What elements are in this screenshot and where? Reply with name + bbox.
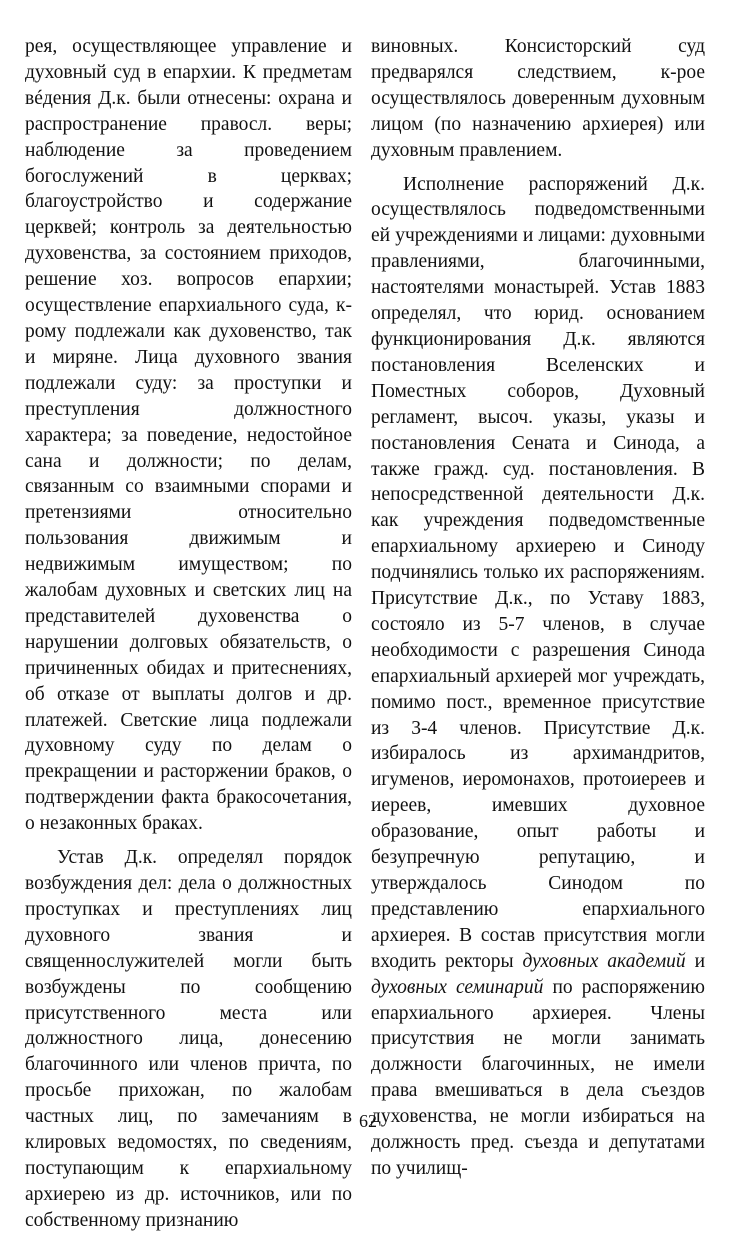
right-paragraph-2-end: по распоряжению епархиального архиерея. Члены присутствия не могли занимать должности благочинных, не имели права вмешиваться в дела съездов духовенства, не могли избираться на должность пред. съезда и депутатами по училищ- bbox=[371, 976, 705, 1179]
left-column bbox=[25, 34, 352, 1234]
right-column bbox=[371, 34, 705, 1182]
right-paragraph-1: виновных. Консисторский суд предварялся следствием, к-рое осуществлялось доверенным духовным лицом (по назначению архиерея) или духовным правлением. bbox=[371, 36, 705, 161]
page-number: 62 bbox=[359, 1111, 377, 1131]
italic-term-seminaries: духовных семинарий bbox=[371, 976, 544, 998]
left-paragraph-1: рея, осуществляющее управление и духовный суд в епархии. К предметам вéдения Д.к. были отнесены: охрана и распространение правосл. веры; наблюдение за проведением богослужений в церквах; благоустройство и содержание церквей; контроль за деятельностью духовенства, за состоянием приходов, решение хоз. вопросов епархии; осуществление епархиального суда, к-рому подлежали как духовенство, так и миряне. Лица духовного звания подлежали суду: за проступки и преступления должностного характера; за поведение, недостойное сана и должности; по делам, связанным со взаимными спорами и претензиями относительно пользования движимым и недвижимым имуществом; по жалобам духовных и светских лиц на представителей духовенства о нарушении долговых обязательств, о причиненных обидах и притеснениях, об отказе от выплаты долгов и др. платежей. Светские лица подлежали духовному суду по делам о прекращении и расторжении браков, о подтверждении факта бракосочетания, о незаконных браках. bbox=[25, 36, 352, 835]
right-paragraph-2-text: Исполнение распоряжений Д.к. осуществлялось подведомственными ей учреждениями и лицами: духовными правлениями, благочинными, настоятелями монастырей. Устав 1883 определял, что юрид. основанием функционирования Д.к. являются постановления Вселенских и Поместных соборов, Духовный регламент, высоч. указы, указы и постановления Сената и Синода, а также гражд. суд. постановления. В непосредственной деятельности Д.к. как учреждения подведомственные епархиальному архиерею и Синоду подчинялись только их распоряжениям. Присутствие Д.к., по Уставу 1883, состояло из 5-7 членов, в случае необходимости с разрешения Синода епархиальный архиерей мог учреждать, помимо пост., временное присутствие из 3-4 членов. Присутствие Д.к. избиралось из архимандритов, игуменов, иеромонахов, протоиереев и иереев, имевших духовное образование, опыт работы и безупречную репутацию, и утверждалось Синодом по представлению епархиального архиерея. В состав присутствия могли входить ректоры bbox=[371, 173, 705, 972]
right-paragraph-2-conjunction: и bbox=[685, 950, 706, 972]
italic-term-academies: духовных академий bbox=[522, 950, 686, 972]
right-paragraph-2 bbox=[371, 172, 705, 1182]
left-paragraph-2: Устав Д.к. определял порядок возбуждения дел: дела о должностных проступках и преступлениях лиц духовного звания и священнослужителей могли быть возбуждены по сообщению присутственного места или должностного лица, донесению благочинного или членов причта, по просьбе прихожан, по жалобам частных лиц, по замечаниям в клировых ведомостях, по сведениям, поступающим к епархиальному архиерею из др. источников, или по собственному признанию bbox=[25, 847, 352, 1231]
